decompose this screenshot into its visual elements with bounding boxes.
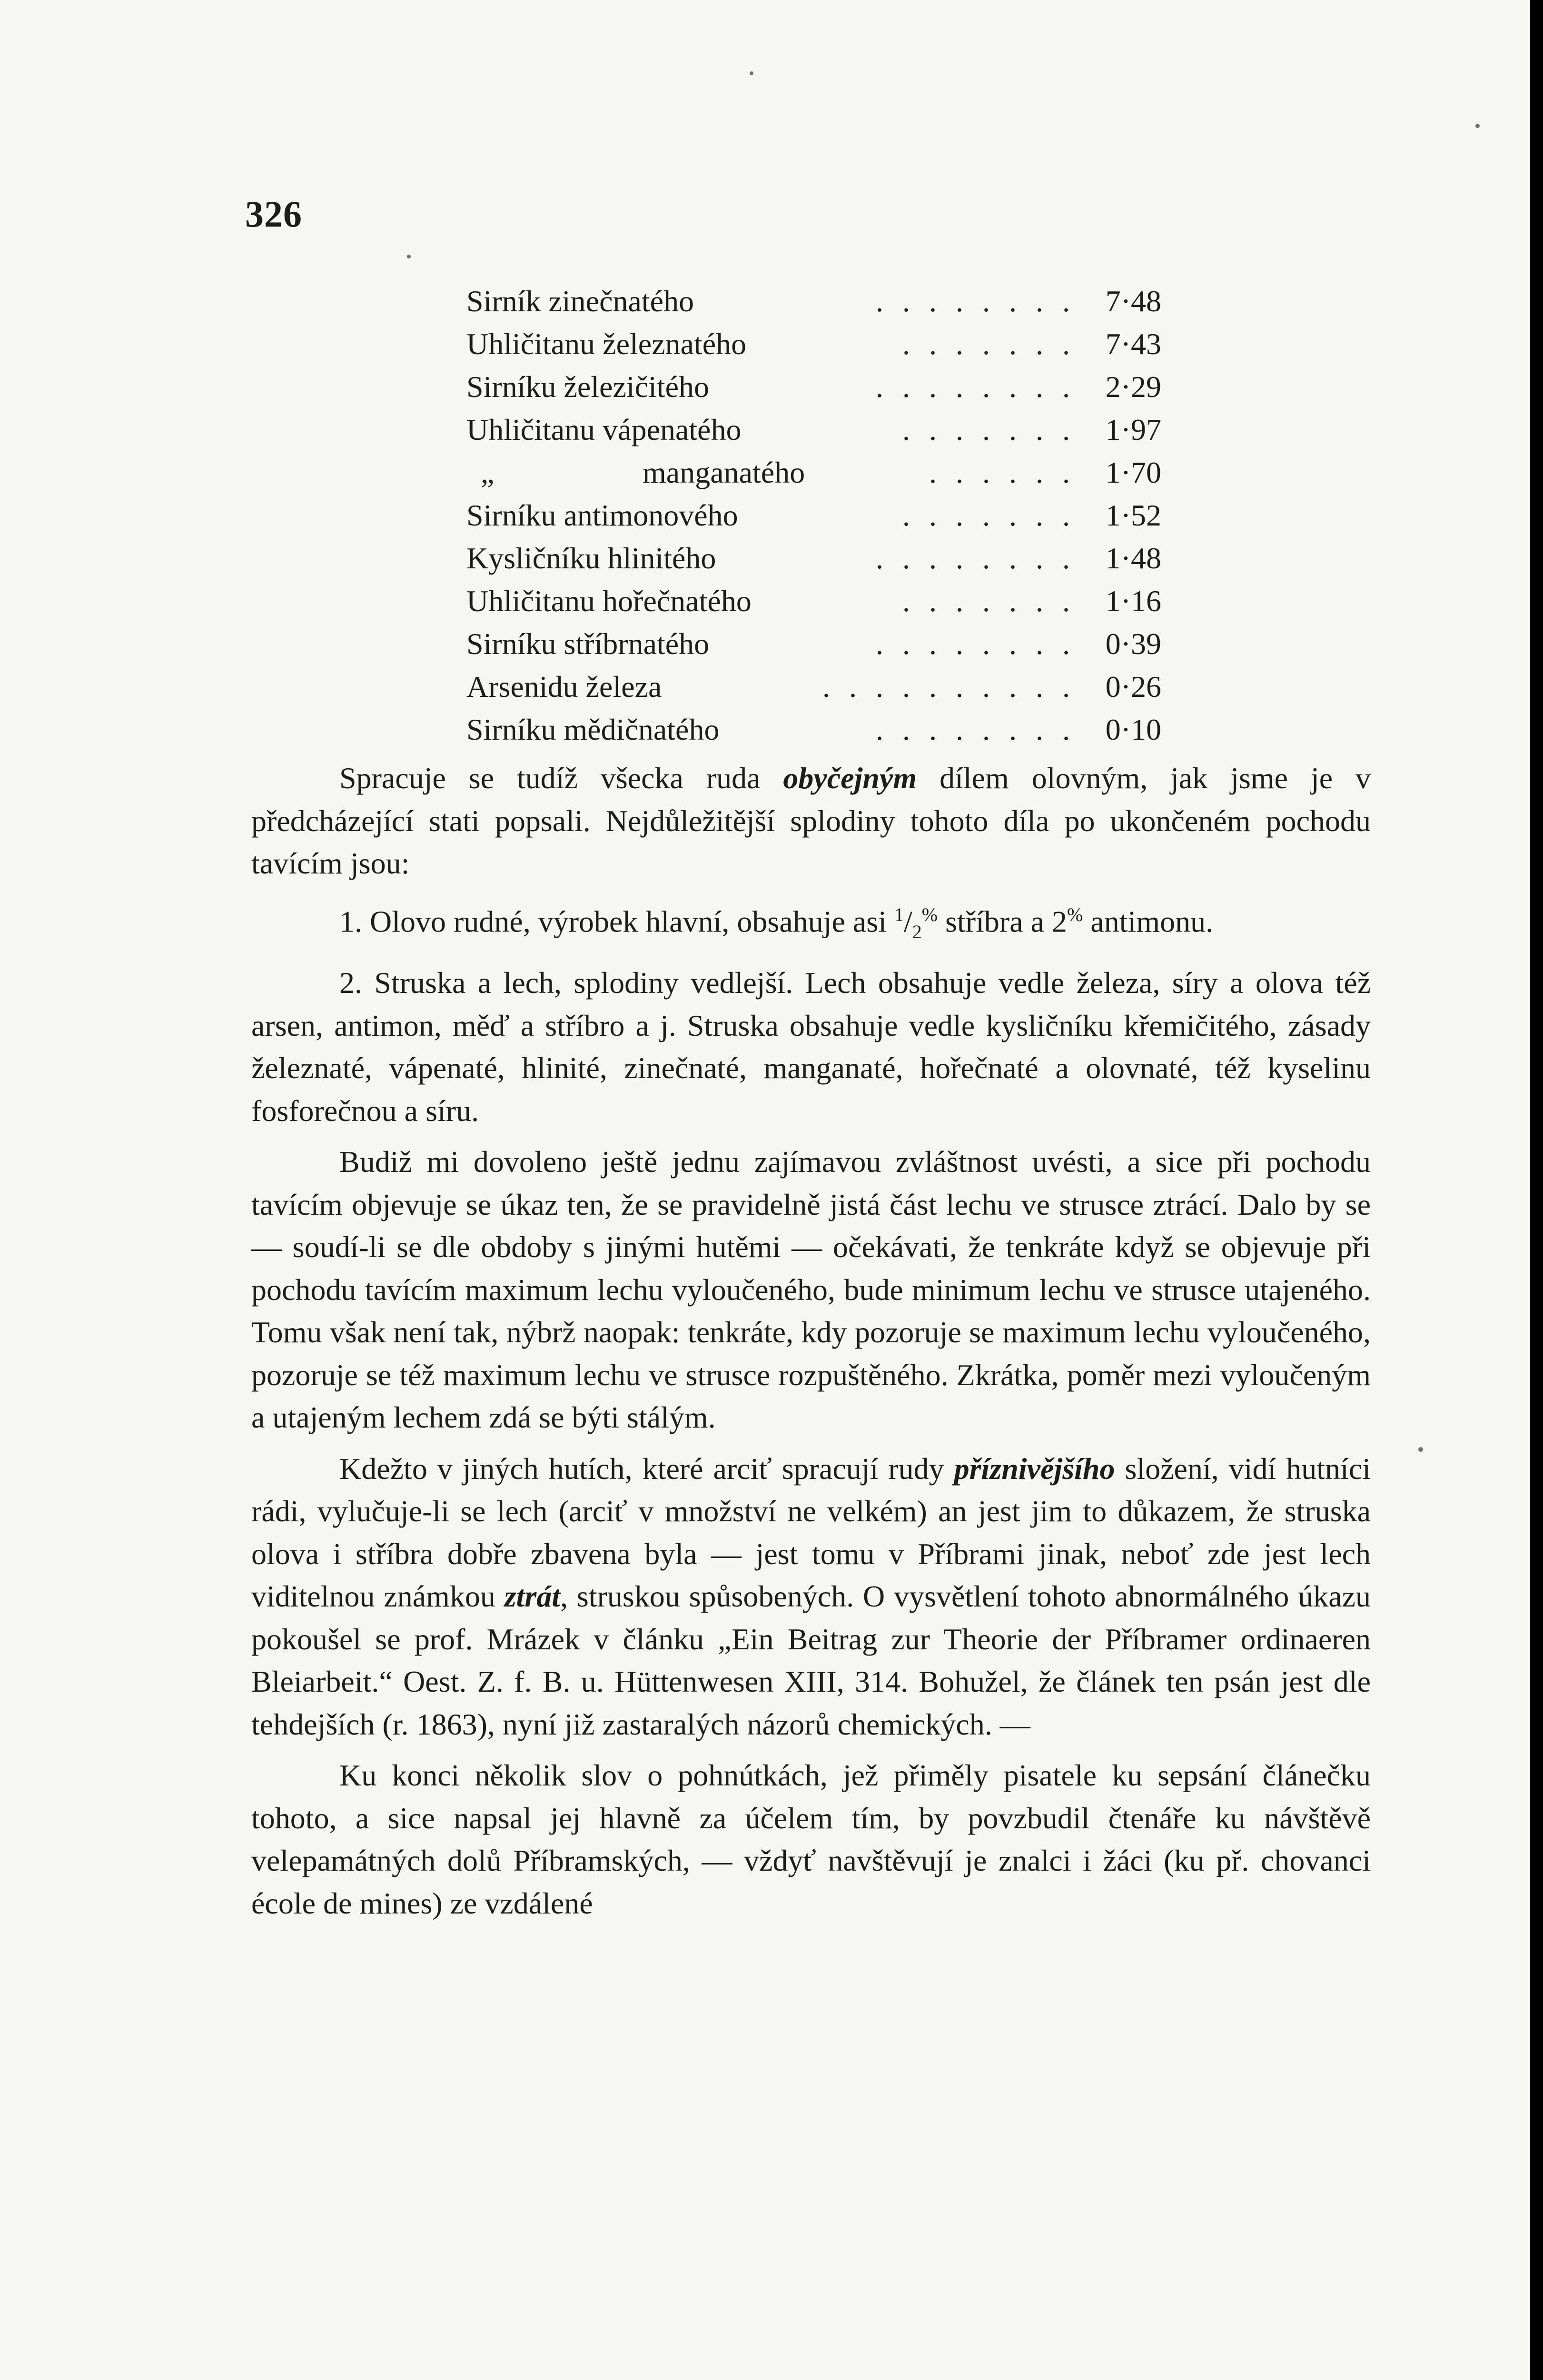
percent-sign: % [1067, 903, 1083, 925]
leader-dots: . . . . . . . . . . [816, 665, 1076, 708]
row-label: Sirník zinečnatého [466, 284, 694, 318]
table-row [466, 366, 1161, 408]
p1-text-a: Spracuje se tudíž všecka ruda [339, 761, 783, 795]
paragraph-4: Budiž mi dovoleno ještě jednu zajímavou zvláštnost uvésti, a sice při pochodu tavícím objevuje se úkaz ten, že se pravidelně jistá část lechu ve strusce ztrácí. Dalo by se — soudí-li se dle obdoby s jinými hutěmi — očekávati, že tenkráte když se objevuje při pochodu tavícím maximum lechu vyloučeného, bude minimum lechu ve strusce utajeného. Tomu však není tak, nýbrž naopak: tenkráte, kdy pozoruje se maximum lechu vyloučeného, pozoruje se též maximum lechu ve strusce rozpuštěného. Zkrátka, poměr mezi vyloučeným a utajeným lechem zdá se býti stálým. [251, 1145, 1371, 1435]
row-label: Uhličitanu vápenatého [466, 413, 742, 446]
p2-text-b: stříbra a 2 [938, 904, 1068, 938]
p2-text-c: antimonu. [1083, 904, 1214, 938]
table-row [466, 708, 1161, 751]
page-number: 326 [245, 193, 302, 235]
speck-mark [1475, 124, 1480, 128]
paragraph-5 [251, 1448, 1371, 1746]
row-label: Sirníku antimonového [466, 498, 738, 532]
leader-dots: . . . . . . . . [869, 280, 1076, 323]
speck-mark [407, 255, 411, 258]
leader-dots: . . . . . . . [896, 494, 1076, 537]
row-label: Arsenidu železa [466, 670, 662, 704]
row-label: Uhličitanu hořečnatého [466, 584, 752, 618]
row-value: 1·16 [1105, 584, 1161, 618]
row-value: 1·70 [1105, 456, 1161, 489]
row-label: Kysličníku hlinitého [466, 541, 716, 575]
p5-emphasis-2: ztrát [504, 1579, 561, 1614]
p1-text-b: dílem olovným, jak jsme je v předcházející stati popsali. Nejdůležitější splodiny tohoto díla po ukončeném pochodu tavícím jsou: [251, 761, 1371, 880]
table-row [466, 494, 1161, 537]
leader-dots: . . . . . . . . [869, 537, 1076, 580]
leader-dots: . . . . . . [922, 451, 1076, 494]
leader-dots: . . . . . . . . [869, 623, 1076, 665]
p2-text-a: 1. Olovo rudné, výrobek hlavní, obsahuje asi [339, 904, 894, 938]
paragraph-3: 2. Struska a lech, splodiny vedlejší. Lech obsahuje vedle železa, síry a olova též arsen, antimon, měď a stříbro a j. Struska obsahuje vedle kysličníku křemičitého, zásady železnaté, vápenaté, hlinité, zinečnaté, manganaté, hořečnaté a olovnaté, též kyselinu fosforečnou a síru. [251, 966, 1371, 1128]
row-label: Uhličitanu železnatého [466, 327, 747, 361]
p5-text-a: Kdežto v jiných hutích, které arciť spracují rudy [339, 1451, 954, 1486]
p5-text-b: složení, vidí hutníci rádi, vylučuje-li se lech (arciť v množství ne velkém) an jest jim to důkazem, že struska olova i stříbra dobře zbavena byla — jest tomu v Příbrami jinak, neboť zde jest lech viditelnou známkou [251, 1451, 1371, 1614]
table-row [466, 280, 1161, 323]
percent-sign: % [921, 903, 938, 925]
row-value: 1·48 [1105, 541, 1161, 575]
row-value: 0·26 [1105, 670, 1161, 704]
row-value: 0·10 [1105, 713, 1161, 746]
row-value: 2·29 [1105, 370, 1161, 404]
speck-mark [1418, 1447, 1423, 1452]
row-value: 1·52 [1105, 498, 1161, 532]
paragraph-1 [251, 757, 1371, 885]
ditto-mark: „ [481, 456, 495, 489]
table-row [466, 451, 1161, 494]
row-value: 0·39 [1105, 627, 1161, 661]
p5-text-c: , struskou spůsobených. O vysvětlení tohoto abnormálného úkazu pokoušel se prof. Mrázek v článku „Ein Beitrag zur Theorie der Příbramer ordinaeren Bleiarbeit.“ Oest. Z. f. B. u. Hüttenwesen XIII, 314. Bohužel, že článek ten psán jest dle tehdejších (r. 1863), nyní již zastaralých názorů chemických. — [251, 1579, 1371, 1741]
leader-dots: . . . . . . . [896, 580, 1076, 623]
row-label: manganatého [643, 456, 805, 489]
fraction-denominator: 2 [912, 921, 922, 942]
table-row [466, 580, 1161, 623]
composition-table [466, 280, 1161, 751]
p1-emphasis: obyčejným [783, 761, 917, 795]
table-row [466, 623, 1161, 665]
row-value: 7·48 [1105, 284, 1161, 318]
speck-mark [750, 71, 753, 75]
row-value: 7·43 [1105, 327, 1161, 361]
body-text [251, 757, 1371, 1933]
table-row [466, 408, 1161, 451]
table-row [466, 323, 1161, 366]
row-value: 1·97 [1105, 413, 1161, 446]
paragraph-2: 1. Olovo rudné, výrobek hlavní, obsahuje asi $^1/_2^{\%}$ stříbra a 2% antimonu. [339, 903, 1214, 942]
fraction-numerator: 1 [894, 903, 904, 925]
paragraph-6: Ku konci několik slov o pohnútkách, jež přiměly pisatele ku sepsání článečku tohoto, a sice napsal jej hlavně za účelem tím, by povzbudil čtenáře ku návštěvě velepamátných dolů Příbramských, — vždyť navštěvují je znalci i žáci (ku př. chovanci école de mines) ze vzdálené [251, 1758, 1371, 1920]
leader-dots: . . . . . . . [896, 408, 1076, 451]
row-label: Sirníku železičitého [466, 370, 710, 404]
leader-dots: . . . . . . . . [869, 366, 1076, 408]
row-label: Sirníku mědičnatého [466, 713, 720, 746]
table-row [466, 537, 1161, 580]
leader-dots: . . . . . . . . [869, 708, 1076, 751]
leader-dots: . . . . . . . [896, 323, 1076, 366]
table-row [466, 665, 1161, 708]
p5-emphasis: příznivějšího [954, 1451, 1115, 1486]
row-label: Sirníku stříbrnatého [466, 627, 710, 661]
